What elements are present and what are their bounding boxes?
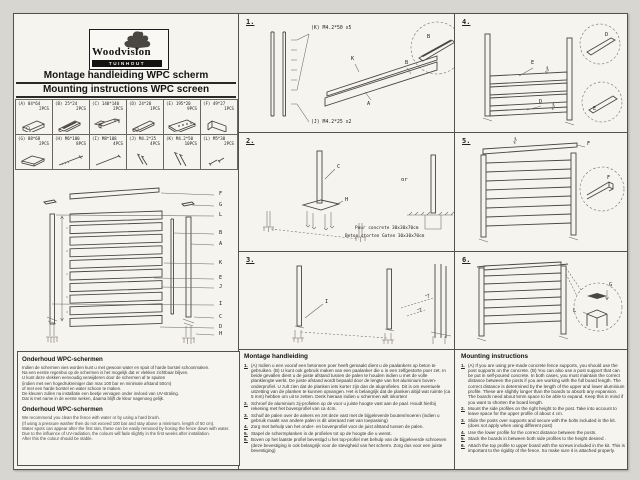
item-number: 5. [244, 430, 248, 436]
mounting-item [461, 363, 625, 405]
maintenance-line: U kunt deze vlekken eenvoudig verwijderen door de schermen af te spuiten [22, 375, 166, 381]
item-number: 4. [461, 429, 465, 435]
part-qty: 9PCS [187, 106, 197, 111]
part-cell-g [16, 135, 53, 170]
screw-icon [130, 152, 154, 167]
maintenance-line: We recommend you clean the fence with water or by using a hard brush. [22, 415, 160, 421]
part-qty: 2PCS [224, 141, 234, 146]
part-id: (E) 195*20 [166, 101, 191, 106]
item-text: Mount the side profiles on the right height to the post. Take into account to leave space for the upper profile of about 4 cm. [468, 406, 617, 417]
step5-label-f: F [587, 141, 591, 147]
part-qty: 10PCS [184, 141, 197, 146]
step-2-panel [239, 133, 454, 252]
part-id: (A) 84*64 [18, 101, 41, 106]
step-4-panel [455, 14, 627, 133]
part-qty: 4PCS [150, 141, 160, 146]
part-id: (K) M4.2*50 [166, 136, 194, 141]
fence-label-c: C [219, 314, 223, 320]
montage-item [244, 424, 451, 429]
part-cell-j [127, 135, 164, 170]
step1-screws-k-note: (K) M4.2*50 x5 [311, 26, 352, 31]
fence-label-k: K [219, 260, 223, 266]
step-1-number: 1. [246, 18, 255, 26]
part-qty: 2PCS [113, 106, 123, 111]
part-qty: 1PCS [224, 106, 234, 111]
montage-item [244, 413, 451, 424]
part-cell-h [53, 135, 90, 170]
post-profile-icon [19, 117, 47, 132]
step-6-number: 6. [462, 256, 471, 264]
part-qty: 2PCS [39, 141, 49, 146]
step-5-drawing [455, 133, 627, 251]
screw-long-icon [167, 151, 191, 167]
part-cell-d [127, 100, 164, 135]
part-cell-e [164, 100, 201, 135]
montage-item [244, 431, 451, 436]
maintenance-line: Indien de schermen vies worden kunt u met gewoon water en spuit of harde borstel schoonmaken. [22, 365, 210, 370]
step-3-drawing [239, 252, 454, 349]
step-1-panel [239, 14, 454, 133]
step-4-number: 4. [462, 18, 471, 26]
step5-detail-f: F [607, 175, 611, 181]
screw-small-icon [204, 155, 228, 167]
part-cell-l [201, 135, 238, 170]
step4-label-e: E [531, 60, 535, 66]
item-text: Attach the top profile to upper board with the screws included in the kit. This is important to the rigidity of the fence. So make sure it is attached properly. [468, 442, 625, 453]
item-text: Use the lower profile for the correct distance between the posts. [468, 429, 597, 435]
bolt-long-icon [93, 153, 123, 167]
part-qty: 2PCS [39, 106, 49, 111]
item-number: 2. [461, 406, 465, 412]
post-cap-icon [19, 153, 47, 167]
post-anchor-icon [93, 116, 121, 132]
montage-title: Montage handleiding [244, 353, 308, 360]
part-qty: 1PCS [150, 106, 160, 111]
step4-detail-d: D [605, 32, 609, 38]
step2-caption-en: Pour concrete 30x30x70cm [355, 226, 419, 231]
maintenance-title-en: Onderhoud WPC-schermen [22, 406, 103, 414]
fence-label-i: I [219, 301, 223, 307]
maintenance-line: De kleuren zullen na installatie een beetje vervagen onder invloed van UV-straling. [22, 391, 179, 397]
step-4-drawing [455, 14, 627, 132]
fence-label-g: G [219, 202, 223, 208]
part-cell-i [90, 135, 127, 170]
maintenance-line: Water spots can appear after the first rain, these can be easily removed by hosing the fence down with water. [22, 425, 230, 431]
title-rule-2 [16, 96, 236, 98]
part-qty: 4PCS [113, 141, 123, 146]
item-number: 1. [244, 362, 248, 368]
maintenance-line: of met een harde borstel en water schoon te maken. [22, 385, 122, 391]
item-text: Slide the posts over supports and secure with the bolts included in the kit. (does not apply when using different post) [468, 417, 616, 429]
item-text: Zorg met behulp van het onder- en bovenprofiel voor de juist afstand tussen de palen. [251, 424, 424, 430]
fence-label-e: E [219, 275, 223, 281]
part-qty: 2PCS [76, 106, 86, 111]
item-number: 2. [244, 400, 248, 406]
item-text: (A) Indien u een vooraf een betonnen poer heeft gemaakt dient u de paalankers op beton te gebruiken. (B) U kunt ook gebruik maken van een paalanker die u in een zelfgestorte poer zet. In beide gevallen dient u de juiste afstand tussen de palen te houden indien u met de volle planklengte werkt. De juiste afstand wordt bepaald door de lengte van het aluminium boven- onderprofiel. U zult zien dat de planken iets korter zijn dan de aluprofielen. Dit is om eventuele uitzetting van de planken te kunnen opvangen. Het is belangrijk dat de planken altijd wat ruimte (ca 5 mm) hebben om uit te zetten. Denk hieraan indien u schermen wilt inkorten! [251, 362, 451, 400]
part-id: (D) 24*20 [129, 101, 152, 106]
side-profile-icon [56, 117, 84, 132]
logo-name: Woodvision [92, 46, 152, 58]
mounting-item [461, 436, 625, 441]
bolt-icon [56, 153, 86, 167]
step1-detail-label-b: B [427, 34, 431, 40]
step6-detail-g: G [609, 282, 613, 288]
step1-screws-j-note: (J) M4.2*25 x2 [311, 120, 352, 125]
step3-label-i: I [325, 299, 329, 305]
maintenance-title-nl: Onderhoud WPC-schermen [22, 356, 103, 363]
part-id: (F) 49*27 [203, 101, 226, 106]
step-1-drawing [239, 14, 454, 132]
item-text: (A) If you are using pre-made concrete fence supports, you should use the post supports on the concrete. (B) You can also use a post support that can be put in self-poured concrete. In both cases, you must maintain the correct distance between the posts if you are working with the full board length. The correct distance is determined by the length of the upper and lower aluminium profile. These are slightly longer than the boards to absorb any expansion. The boards need about 5mm space to be able to expand. Keep this in mind if you want to shorten the board length. [468, 362, 625, 405]
part-cell-a [16, 100, 53, 135]
part-id: (L) M5*30 [203, 136, 226, 141]
step1-label-b: B [405, 60, 409, 66]
item-number: 6. [461, 442, 465, 448]
part-cell-f [201, 100, 238, 135]
item-text: Stack the boards in between both side profiles to the height desired . [468, 436, 607, 442]
item-number: 3. [244, 412, 248, 418]
board-icon [167, 117, 197, 132]
maintenance-line: Dat is met name in de eerste weken, daarna blijft de kleur nagenoeg gelijk. [22, 396, 165, 402]
maintenance-line: After this the colour should be stable. [22, 436, 93, 442]
step-5-panel [455, 133, 627, 252]
montage-item [244, 437, 451, 453]
fence-label-a: A [219, 241, 223, 247]
step-3-number: 3. [246, 256, 255, 264]
manual-page [13, 13, 628, 470]
item-text: Schuif de palen over de ankers en zet deze vast met de bijgeleverde bouten/moeren (indien u gebruik maakt van andere palen is dit uiteraard niet van toepassing) [251, 412, 440, 423]
mounting-item [461, 406, 625, 417]
part-id: (I) M8*108 [92, 136, 117, 141]
logo [89, 29, 169, 70]
part-qty: 8PCS [76, 141, 86, 146]
mounting-item [461, 418, 625, 429]
part-id: (C) 140*140 [92, 101, 120, 106]
fence-label-h: H [219, 331, 223, 337]
montage-instructions-box [238, 349, 454, 467]
mounting-instructions-box [455, 349, 628, 467]
part-cell-c [90, 100, 127, 135]
maintenance-line: Na een eerste regenbui op de schermen is het mogelijk dat er vlekken zichtbaar blijven. [22, 370, 189, 376]
part-cell-b [53, 100, 90, 135]
mounting-title: Mounting instructions [461, 353, 529, 360]
maintenance-line: (indien met een hogedrukreiniger dan max 100 bar en minimale afstand 50cm) [22, 380, 172, 386]
step6-detail-l: L [573, 308, 577, 314]
title-dutch: Montage handleiding WPC scherm [43, 70, 209, 81]
fence-drawing [14, 171, 238, 347]
montage-item [244, 363, 451, 400]
mounting-item [461, 443, 625, 454]
step-6-drawing [455, 252, 627, 349]
maintenance-line: (If using a pressure washer then do not exceed 100 bar and stay above a minimum. length of 50 cm). [22, 420, 215, 426]
step2-caption-nl: Beton storten Gaten 30x30x70cm [345, 234, 425, 239]
item-text: Schroef de aluminium zij-profielen op de voor u juiste hoogte vast aan de paal. Houdt hierbij rekening met het bovenprofiel van ca 4cm. [251, 400, 436, 412]
maintenance-line: Due to the influence of UV-radiation, the colours will fade slightly in the first weeks after installation. [22, 431, 210, 437]
bottom-profile-icon [130, 117, 158, 132]
fence-label-f: F [219, 191, 223, 197]
logo-subtitle: TUINHOUT [92, 60, 162, 67]
step2-label-h: H [345, 197, 349, 203]
step-5-number: 5. [462, 137, 471, 145]
fence-label-l: L [219, 212, 223, 218]
part-id: (B) 25*24 [55, 101, 78, 106]
item-number: 1. [461, 362, 465, 368]
item-number: 6. [244, 437, 248, 443]
fence-label-d: D [219, 324, 223, 330]
exploded-fence-diagram [14, 171, 238, 347]
item-number: 5. [461, 436, 465, 442]
part-cell-k [164, 135, 201, 170]
item-number: 3. [461, 417, 465, 423]
fence-label-b: B [219, 230, 223, 236]
step-6-panel [455, 252, 627, 350]
step1-label-k: K [351, 56, 355, 62]
fence-label-j: J [219, 284, 223, 290]
parts-table [15, 99, 238, 170]
step4-label-d: D [539, 99, 543, 105]
step-3-panel [239, 252, 454, 350]
item-text: Stapel de schermplanken in de profielen tot op de hoogte die u wenst. [251, 430, 392, 436]
part-id: (G) 88*68 [18, 136, 41, 141]
montage-item [244, 401, 451, 412]
mounting-item [461, 430, 625, 435]
title-english: Mounting instructions WPC screen [42, 84, 210, 95]
step4-detail-e: E [593, 106, 597, 112]
part-id: (H) M6*100 [55, 136, 80, 141]
item-text: Boven op het laatste profiel bevestigd u het top-profiel met behulp van de bijgeleverde schroeven (deze bevestiging is ook belangrijk voor de stevigheid van het scherm. Zorg dus voor een juiste bevestiging) [251, 437, 447, 453]
part-id: (J) M4.2*25 [129, 136, 157, 141]
step-2-number: 2. [246, 137, 255, 145]
maintenance-box [17, 351, 240, 466]
step2-or-label: or [401, 177, 408, 183]
item-number: 4. [244, 424, 248, 430]
top-profile-icon [204, 117, 232, 132]
step1-label-a: A [367, 101, 371, 107]
step2-label-c: C [337, 164, 341, 170]
